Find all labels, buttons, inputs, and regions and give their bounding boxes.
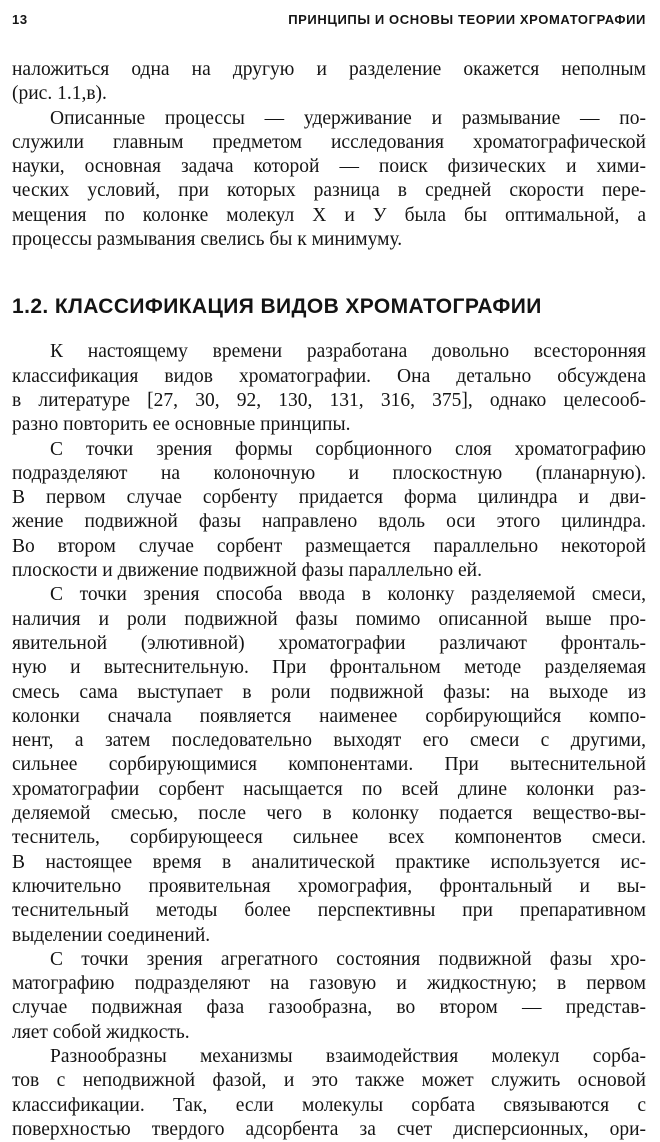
running-header: [12, 12, 646, 27]
text-line: деляемой смесью, после чего в колонку подается вещество-вы-: [12, 803, 646, 825]
paragraph: [12, 1045, 646, 1142]
paragraph: [12, 583, 646, 947]
section-heading: 1.2. КЛАССИФИКАЦИЯ ВИДОВ ХРОМАТОГРАФИИ: [12, 295, 542, 319]
text-line: В первом случае сорбенту придается форма цилиндра и дви-: [12, 487, 646, 509]
text-line: подразделяют на колоночную и плоскостную (планарную).: [12, 462, 646, 484]
text-line: С точки зрения формы сорбционного слоя хроматографию: [50, 438, 646, 460]
text-line: Разнообразны механизмы взаимодействия молекул сорба-: [50, 1045, 646, 1067]
text-line: явительной (элютивной) хроматографии различают фронталь-: [12, 632, 646, 654]
text-line: поверхностью твердого адсорбента за счет дисперсионных, ори-: [12, 1118, 646, 1140]
text-line: сильнее сорбирующимися компонентами. При вытеснительной: [12, 754, 646, 776]
running-title: ПРИНЦИПЫ И ОСНОВЫ ТЕОРИИ ХРОМАТОГРАФИИ: [288, 12, 646, 27]
text-line: жение подвижной фазы направлено вдоль оси этого цилиндра.: [12, 511, 646, 533]
text-line: служили главным предметом исследования хроматографической: [12, 131, 646, 153]
text-line: теснительный методы более перспективны при препаративном: [12, 900, 646, 922]
text-line: Во втором случае сорбент размещается параллельно некоторой: [12, 535, 646, 557]
text-line: плоскости и движение подвижной фазы параллельно ей.: [12, 560, 482, 582]
body-text: [12, 58, 646, 1142]
text-line: науки, основная задача которой — поиск физических и хими-: [12, 156, 646, 178]
text-line: К настоящему времени разработана довольно всесторонняя: [50, 341, 646, 363]
text-line: ляет собой жидкость.: [12, 1021, 190, 1043]
text-line: случае подвижная фаза газообразна, во втором — представ-: [12, 997, 646, 1019]
text-line: матографию подразделяют на газовую и жидкостную; в первом: [12, 973, 646, 995]
text-line: наложиться одна на другую и разделение окажется неполным: [12, 59, 646, 80]
text-line: колонки сначала появляется наименее сорбирующийся компо-: [12, 705, 646, 727]
text-line: С точки зрения способа ввода в колонку разделяемой смеси,: [50, 584, 646, 606]
text-line: выделении соединений.: [12, 924, 211, 946]
paragraph: [12, 340, 646, 437]
text-line: (рис. 1.1,в).: [12, 83, 107, 105]
text-line: С точки зрения агрегатного состояния подвижной фазы хро-: [50, 948, 646, 970]
text-line: смесь сама выступает в роли подвижной фазы: на выходе из: [12, 681, 646, 703]
text-line: нент, а затем последовательно выходят его смеси с другими,: [12, 730, 646, 752]
paragraph: [12, 948, 646, 1045]
paragraph: [12, 438, 646, 584]
text-line: ческих условий, при которых разница в средней скорости пере-: [12, 180, 646, 202]
text-line: классификация видов хроматографии. Она детально обсуждена: [12, 365, 646, 387]
text-line: наличия и роли подвижной фазы помимо описанной выше про-: [12, 608, 646, 630]
text-line: классификации. Так, если молекулы сорбата связываются с: [12, 1094, 646, 1116]
page-number: 13: [12, 12, 28, 27]
text-line: В настоящее время в аналитической практике используется ис-: [12, 851, 646, 873]
text-line: в литературе [27, 30, 92, 130, 131, 316, 375], однако целесооб-: [12, 389, 646, 411]
text-line: мещения по колонке молекул X и У была бы оптимальной, а: [12, 204, 646, 226]
text-line: Описанные процессы — удерживание и размывание — по-: [50, 107, 646, 129]
text-line: процессы размывания свелись бы к минимуму.: [12, 229, 403, 251]
paragraph: [12, 58, 646, 107]
text-line: ную и вытеснительную. При фронтальном методе разделяемая: [12, 657, 646, 679]
paragraphs-top: [12, 58, 646, 252]
text-line: ключительно проявительная хромография, фронтальный и вы-: [12, 875, 646, 897]
text-line: разно повторить ее основные принципы.: [12, 414, 351, 436]
text-line: тов с неподвижной фазой, и это также может служить основой: [12, 1070, 646, 1092]
paragraphs-bottom: [12, 340, 646, 1142]
text-line: теснитель, сорбирующееся сильнее всех компонентов смеси.: [12, 827, 646, 849]
paragraph: [12, 107, 646, 253]
text-line: хроматографии сорбент насыщается по всей длине колонки раз-: [12, 778, 646, 800]
